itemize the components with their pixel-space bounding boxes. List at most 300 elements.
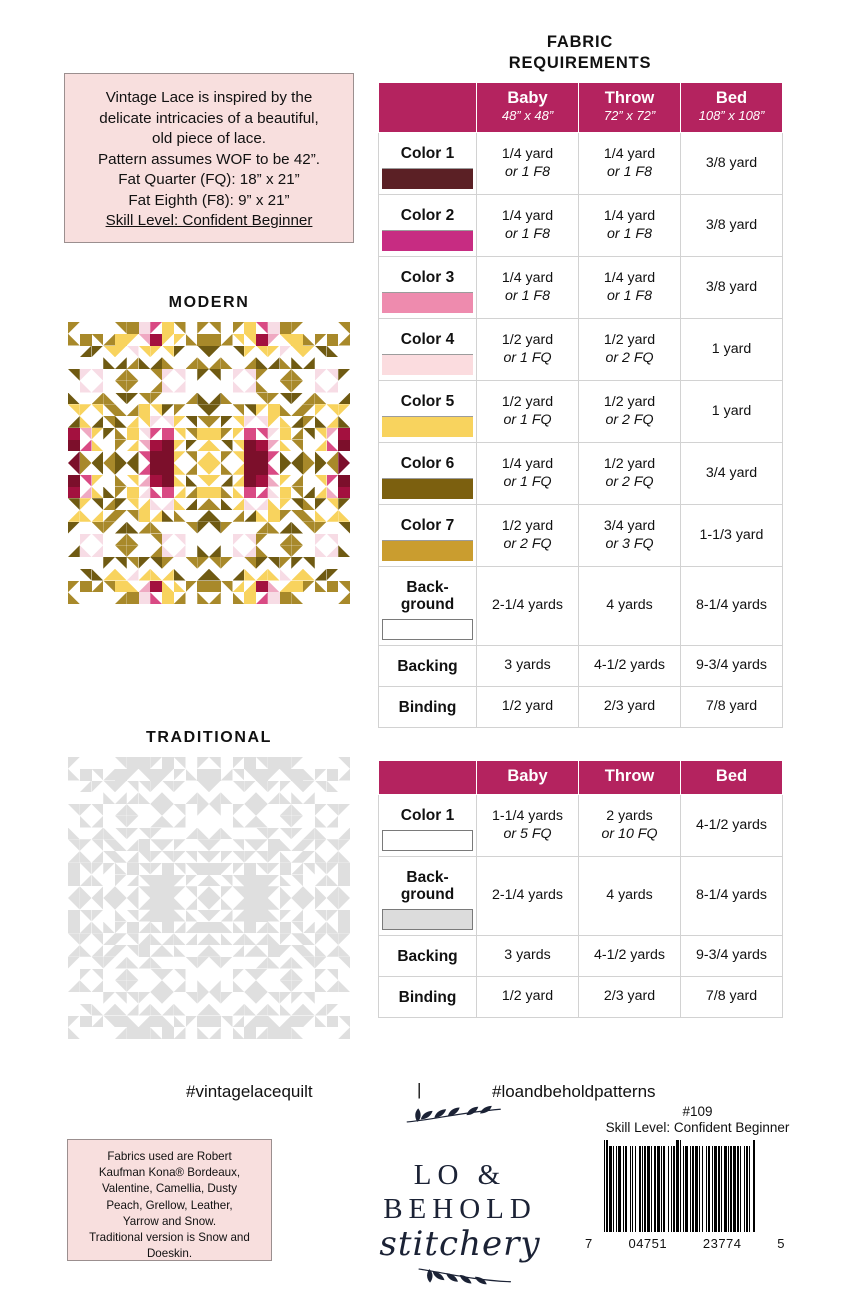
quilt-patch <box>338 839 350 851</box>
quilt-patch <box>315 440 327 452</box>
quilt-patch <box>103 969 115 981</box>
quilt-patch <box>127 804 139 816</box>
row-label: Binding <box>398 699 457 716</box>
quilt-patch <box>209 757 221 769</box>
quilt-patch <box>209 910 221 922</box>
quilt-patch <box>256 1004 268 1016</box>
quilt-patch <box>68 592 80 604</box>
quilt-patch <box>68 440 80 452</box>
quilt-patch <box>115 322 127 334</box>
quilt-patch <box>68 945 80 957</box>
quilt-patch <box>186 334 198 346</box>
quilt-patch <box>244 839 256 851</box>
quilt-patch <box>291 545 303 557</box>
requirement-cell <box>477 195 579 257</box>
quilt-patch <box>115 475 127 487</box>
table-row <box>379 319 783 381</box>
quilt-patch <box>162 346 174 358</box>
quilt-patch <box>80 1004 92 1016</box>
quilt-patch <box>68 475 80 487</box>
row-label: Color 3 <box>400 269 455 286</box>
quilt-patch <box>233 898 245 910</box>
quilt-patch <box>127 851 139 863</box>
quilt-patch <box>221 769 233 781</box>
quilt-patch <box>244 957 256 969</box>
quilt-patch <box>209 357 221 369</box>
quilt-patch <box>291 910 303 922</box>
requirement-alternative: or 1 F8 <box>505 287 550 304</box>
quilt-patch <box>103 875 115 887</box>
requirement-amount: 1/2 yard <box>501 988 554 1005</box>
fabric-note-line: Valentine, Camellia, Dusty <box>101 1182 238 1196</box>
quilt-patch <box>127 428 139 440</box>
quilt-patch <box>186 922 198 934</box>
quilt-patch <box>268 945 280 957</box>
quilt-patch <box>315 1027 327 1039</box>
quilt-patch <box>115 910 127 922</box>
quilt-patch <box>115 792 127 804</box>
quilt-patch <box>68 828 80 840</box>
quilt-patch <box>162 428 174 440</box>
quilt-patch <box>221 569 233 581</box>
quilt-patch <box>280 440 292 452</box>
quilt-patch <box>221 839 233 851</box>
quilt-patch <box>303 922 315 934</box>
table-row <box>379 133 783 195</box>
quilt-patch <box>244 769 256 781</box>
quilt-patch <box>162 992 174 1004</box>
quilt-patch <box>127 393 139 405</box>
quilt-patch <box>256 910 268 922</box>
quilt-patch <box>68 957 80 969</box>
quilt-patch <box>315 945 327 957</box>
quilt-patch <box>303 428 315 440</box>
quilt-patch <box>280 910 292 922</box>
quilt-patch <box>103 545 115 557</box>
requirement-alternative: or 1 F8 <box>607 287 652 304</box>
quilt-patch <box>280 863 292 875</box>
quilt-patch <box>291 980 303 992</box>
quilt-patch <box>338 416 350 428</box>
quilt-patch <box>327 592 339 604</box>
quilt-patch <box>233 1004 245 1016</box>
quilt-patch <box>209 828 221 840</box>
quilt-patch <box>221 898 233 910</box>
quilt-patch <box>197 545 209 557</box>
color-swatch <box>382 830 473 851</box>
row-label-cell <box>379 505 477 567</box>
quilt-patch <box>338 522 350 534</box>
table-row <box>379 977 783 1018</box>
quilt-patch <box>68 581 80 593</box>
quilt-patch <box>221 875 233 887</box>
quilt-patch <box>68 381 80 393</box>
requirement-amount: 2-1/4 yards <box>492 887 563 904</box>
quilt-patch <box>338 886 350 898</box>
quilt-patch <box>68 428 80 440</box>
quilt-patch <box>338 381 350 393</box>
quilt-patch <box>233 757 245 769</box>
quilt-patch <box>150 545 162 557</box>
quilt-patch <box>197 463 209 475</box>
quilt-patch <box>127 1004 139 1016</box>
quilt-patch <box>221 781 233 793</box>
quilt-patch <box>315 346 327 358</box>
quilt-patch <box>244 851 256 863</box>
quilt-patch <box>280 557 292 569</box>
quilt-patch <box>244 781 256 793</box>
quilt-patch <box>338 592 350 604</box>
quilt-patch <box>338 475 350 487</box>
quilt-patch <box>209 498 221 510</box>
quilt-patch <box>115 781 127 793</box>
requirement-alternative: or 1 F8 <box>505 225 550 242</box>
requirement-amount: 1-1/3 yard <box>699 526 764 543</box>
quilt-patch <box>256 957 268 969</box>
quilt-patch <box>256 945 268 957</box>
quilt-patch <box>115 804 127 816</box>
quilt-patch <box>233 334 245 346</box>
quilt-patch <box>338 369 350 381</box>
quilt-patch <box>197 863 209 875</box>
requirement-amount: 7/8 yard <box>705 988 758 1005</box>
quilt-patch <box>244 875 256 887</box>
intro-line: Pattern assumes WOF to be 42”. <box>98 150 320 168</box>
quilt-patch <box>186 851 198 863</box>
quilt-patch <box>174 1004 186 1016</box>
quilt-patch <box>291 346 303 358</box>
quilt-patch <box>174 863 186 875</box>
quilt-patch <box>92 581 104 593</box>
quilt-patch <box>162 369 174 381</box>
quilt-patch <box>103 1004 115 1016</box>
quilt-patch <box>209 404 221 416</box>
requirement-alternative: or 2 FQ <box>605 473 654 490</box>
quilt-patch <box>68 404 80 416</box>
quilt-patch <box>221 498 233 510</box>
quilt-patch <box>186 933 198 945</box>
quilt-patch <box>233 510 245 522</box>
quilt-patch <box>80 522 92 534</box>
quilt-patch <box>103 404 115 416</box>
quilt-patch <box>280 487 292 499</box>
quilt-patch <box>327 922 339 934</box>
quilt-patch <box>233 992 245 1004</box>
requirement-amount: 1/4 yard <box>501 456 554 472</box>
quilt-patch <box>103 945 115 957</box>
header-blank-cell <box>379 761 477 795</box>
quilt-patch <box>233 322 245 334</box>
quilt-patch <box>68 886 80 898</box>
quilt-patch <box>303 1027 315 1039</box>
quilt-patch <box>268 933 280 945</box>
quilt-patch <box>139 851 151 863</box>
requirement-cell <box>681 646 783 687</box>
quilt-patch <box>280 992 292 1004</box>
requirement-alternative: or 2 FQ <box>503 535 552 552</box>
requirement-alternative: or 1 F8 <box>607 163 652 180</box>
quilt-patch <box>103 992 115 1004</box>
quilt-patch <box>209 933 221 945</box>
quilt-patch <box>315 875 327 887</box>
quilt-patch <box>291 757 303 769</box>
requirement-alternative: or 2 FQ <box>605 349 654 366</box>
quilt-patch <box>162 886 174 898</box>
quilt-patch <box>209 487 221 499</box>
quilt-patch <box>303 569 315 581</box>
quilt-patch <box>186 346 198 358</box>
intro-line: delicate intricacies of a beautiful, <box>99 109 319 127</box>
quilt-patch <box>338 922 350 934</box>
quilt-patch <box>150 769 162 781</box>
quilt-patch <box>92 886 104 898</box>
quilt-patch <box>256 769 268 781</box>
fabric-note-line: Traditional version is Snow and <box>89 1231 250 1245</box>
quilt-patch <box>233 545 245 557</box>
quilt-patch <box>303 757 315 769</box>
quilt-patch <box>92 416 104 428</box>
row-label-cell <box>379 133 477 195</box>
requirement-cell <box>681 795 783 857</box>
quilt-patch <box>338 804 350 816</box>
quilt-patch <box>291 851 303 863</box>
quilt-patch <box>221 792 233 804</box>
requirement-amount: 1/4 yard <box>603 270 656 286</box>
quilt-patch <box>80 792 92 804</box>
quilt-patch <box>162 1016 174 1028</box>
quilt-patch <box>92 557 104 569</box>
quilt-patch <box>338 346 350 358</box>
quilt-patch <box>127 945 139 957</box>
quilt-patch <box>315 416 327 428</box>
quilt-patch <box>291 792 303 804</box>
quilt-patch <box>268 322 280 334</box>
quilt-patch <box>162 545 174 557</box>
table-header-row <box>379 83 783 133</box>
quilt-patch <box>174 569 186 581</box>
quilt-patch <box>244 1016 256 1028</box>
quilt-patch <box>162 357 174 369</box>
quilt-patch <box>268 416 280 428</box>
quilt-patch <box>303 463 315 475</box>
quilt-patch <box>268 592 280 604</box>
requirement-cell <box>477 443 579 505</box>
quilt-patch <box>174 381 186 393</box>
quilt-patch <box>221 475 233 487</box>
quilt-patch <box>139 992 151 1004</box>
quilt-patch <box>280 428 292 440</box>
quilt-patch <box>139 498 151 510</box>
quilt-patch <box>291 875 303 887</box>
quilt-patch <box>209 804 221 816</box>
quilt-patch <box>139 357 151 369</box>
quilt-patch <box>186 569 198 581</box>
quilt-patch <box>327 851 339 863</box>
quilt-patch <box>268 1016 280 1028</box>
requirement-cell <box>579 443 681 505</box>
quilt-patch <box>303 839 315 851</box>
quilt-patch <box>209 534 221 546</box>
quilt-patch <box>244 886 256 898</box>
quilt-patch <box>197 393 209 405</box>
quilt-patch <box>186 863 198 875</box>
quilt-patch <box>315 828 327 840</box>
quilt-patch <box>162 969 174 981</box>
requirement-amount: 2 yards <box>606 808 653 824</box>
quilt-patch <box>115 1027 127 1039</box>
quilt-patch <box>268 839 280 851</box>
quilt-patch <box>174 416 186 428</box>
quilt-patch <box>162 416 174 428</box>
quilt-patch <box>139 381 151 393</box>
quilt-patch <box>327 369 339 381</box>
quilt-patch <box>280 898 292 910</box>
quilt-patch <box>92 451 104 463</box>
quilt-patch <box>162 322 174 334</box>
barcode-bar <box>755 1140 756 1232</box>
requirement-cell <box>477 977 579 1018</box>
row-label: Backing <box>397 948 458 965</box>
quilt-patch <box>315 534 327 546</box>
quilt-patch <box>256 781 268 793</box>
quilt-patch <box>233 969 245 981</box>
quilt-patch <box>303 346 315 358</box>
quilt-patch <box>303 886 315 898</box>
quilt-patch <box>280 581 292 593</box>
quilt-patch <box>127 545 139 557</box>
quilt-patch <box>280 522 292 534</box>
quilt-patch <box>174 357 186 369</box>
quilt-patch <box>92 1016 104 1028</box>
quilt-patch <box>338 334 350 346</box>
quilt-patch <box>256 510 268 522</box>
quilt-patch <box>244 557 256 569</box>
quilt-patch <box>103 334 115 346</box>
quilt-patch <box>197 875 209 887</box>
quilt-patch <box>103 534 115 546</box>
row-label: Color 7 <box>400 517 455 534</box>
quilt-patch <box>303 816 315 828</box>
quilt-patch <box>80 851 92 863</box>
quilt-patch <box>256 980 268 992</box>
header-blank-cell <box>379 83 477 133</box>
quilt-patch <box>197 769 209 781</box>
quilt-patch <box>162 781 174 793</box>
quilt-patch <box>139 1016 151 1028</box>
quilt-patch <box>162 522 174 534</box>
quilt-patch <box>291 828 303 840</box>
quilt-patch <box>115 428 127 440</box>
quilt-patch <box>280 346 292 358</box>
quilt-patch <box>197 346 209 358</box>
quilt-patch <box>315 510 327 522</box>
requirement-amount: 2/3 yard <box>603 988 656 1005</box>
quilt-patch <box>127 769 139 781</box>
quilt-patch <box>80 475 92 487</box>
quilt-patch <box>162 851 174 863</box>
quilt-patch <box>268 498 280 510</box>
quilt-patch <box>197 451 209 463</box>
quilt-patch <box>338 545 350 557</box>
quilt-patch <box>127 357 139 369</box>
header-size-baby <box>477 83 579 133</box>
quilt-patch <box>280 416 292 428</box>
quilt-patch <box>139 487 151 499</box>
quilt-patch <box>327 463 339 475</box>
quilt-patch <box>139 1004 151 1016</box>
quilt-patch <box>127 451 139 463</box>
quilt-patch <box>127 440 139 452</box>
modern-quilt-title: MODERN <box>168 294 250 311</box>
quilt-patch <box>233 1027 245 1039</box>
quilt-patch <box>127 592 139 604</box>
quilt-patch <box>327 381 339 393</box>
quilt-patch <box>186 428 198 440</box>
quilt-patch <box>233 487 245 499</box>
quilt-patch <box>209 898 221 910</box>
requirement-amount: 1/2 yard <box>603 456 656 472</box>
quilt-patch <box>221 592 233 604</box>
quilt-patch <box>256 440 268 452</box>
quilt-patch <box>92 980 104 992</box>
quilt-patch <box>186 522 198 534</box>
requirement-cell <box>681 936 783 977</box>
quilt-patch <box>68 863 80 875</box>
quilt-patch <box>244 475 256 487</box>
quilt-patch <box>338 945 350 957</box>
quilt-patch <box>291 1016 303 1028</box>
quilt-patch <box>221 416 233 428</box>
quilt-patch <box>68 933 80 945</box>
quilt-patch <box>127 910 139 922</box>
quilt-patch <box>280 369 292 381</box>
quilt-patch <box>244 428 256 440</box>
quilt-patch <box>209 440 221 452</box>
requirement-alternative: or 1 FQ <box>503 411 552 428</box>
quilt-patch <box>162 404 174 416</box>
quilt-patch <box>233 534 245 546</box>
quilt-patch <box>127 828 139 840</box>
quilt-patch <box>221 451 233 463</box>
table-body <box>379 795 783 1018</box>
quilt-patch <box>115 863 127 875</box>
quilt-patch <box>315 816 327 828</box>
quilt-patch <box>303 545 315 557</box>
quilt-patch <box>127 322 139 334</box>
quilt-patch <box>280 933 292 945</box>
quilt-patch <box>280 804 292 816</box>
quilt-patch <box>233 393 245 405</box>
quilt-patch <box>174 498 186 510</box>
quilt-patch <box>150 463 162 475</box>
quilt-patch <box>256 886 268 898</box>
quilt-patch <box>174 816 186 828</box>
quilt-patch <box>268 534 280 546</box>
quilt-patch <box>186 992 198 1004</box>
quilt-patch <box>256 475 268 487</box>
quilt-patch <box>233 886 245 898</box>
quilt-patch <box>174 463 186 475</box>
quilt-patch <box>233 369 245 381</box>
quilt-patch <box>127 475 139 487</box>
quilt-patch <box>197 1027 209 1039</box>
quilt-patch <box>186 592 198 604</box>
quilt-patch <box>197 1016 209 1028</box>
quilt-patch <box>280 781 292 793</box>
quilt-patch <box>244 534 256 546</box>
quilt-patch <box>162 475 174 487</box>
quilt-patch <box>315 804 327 816</box>
